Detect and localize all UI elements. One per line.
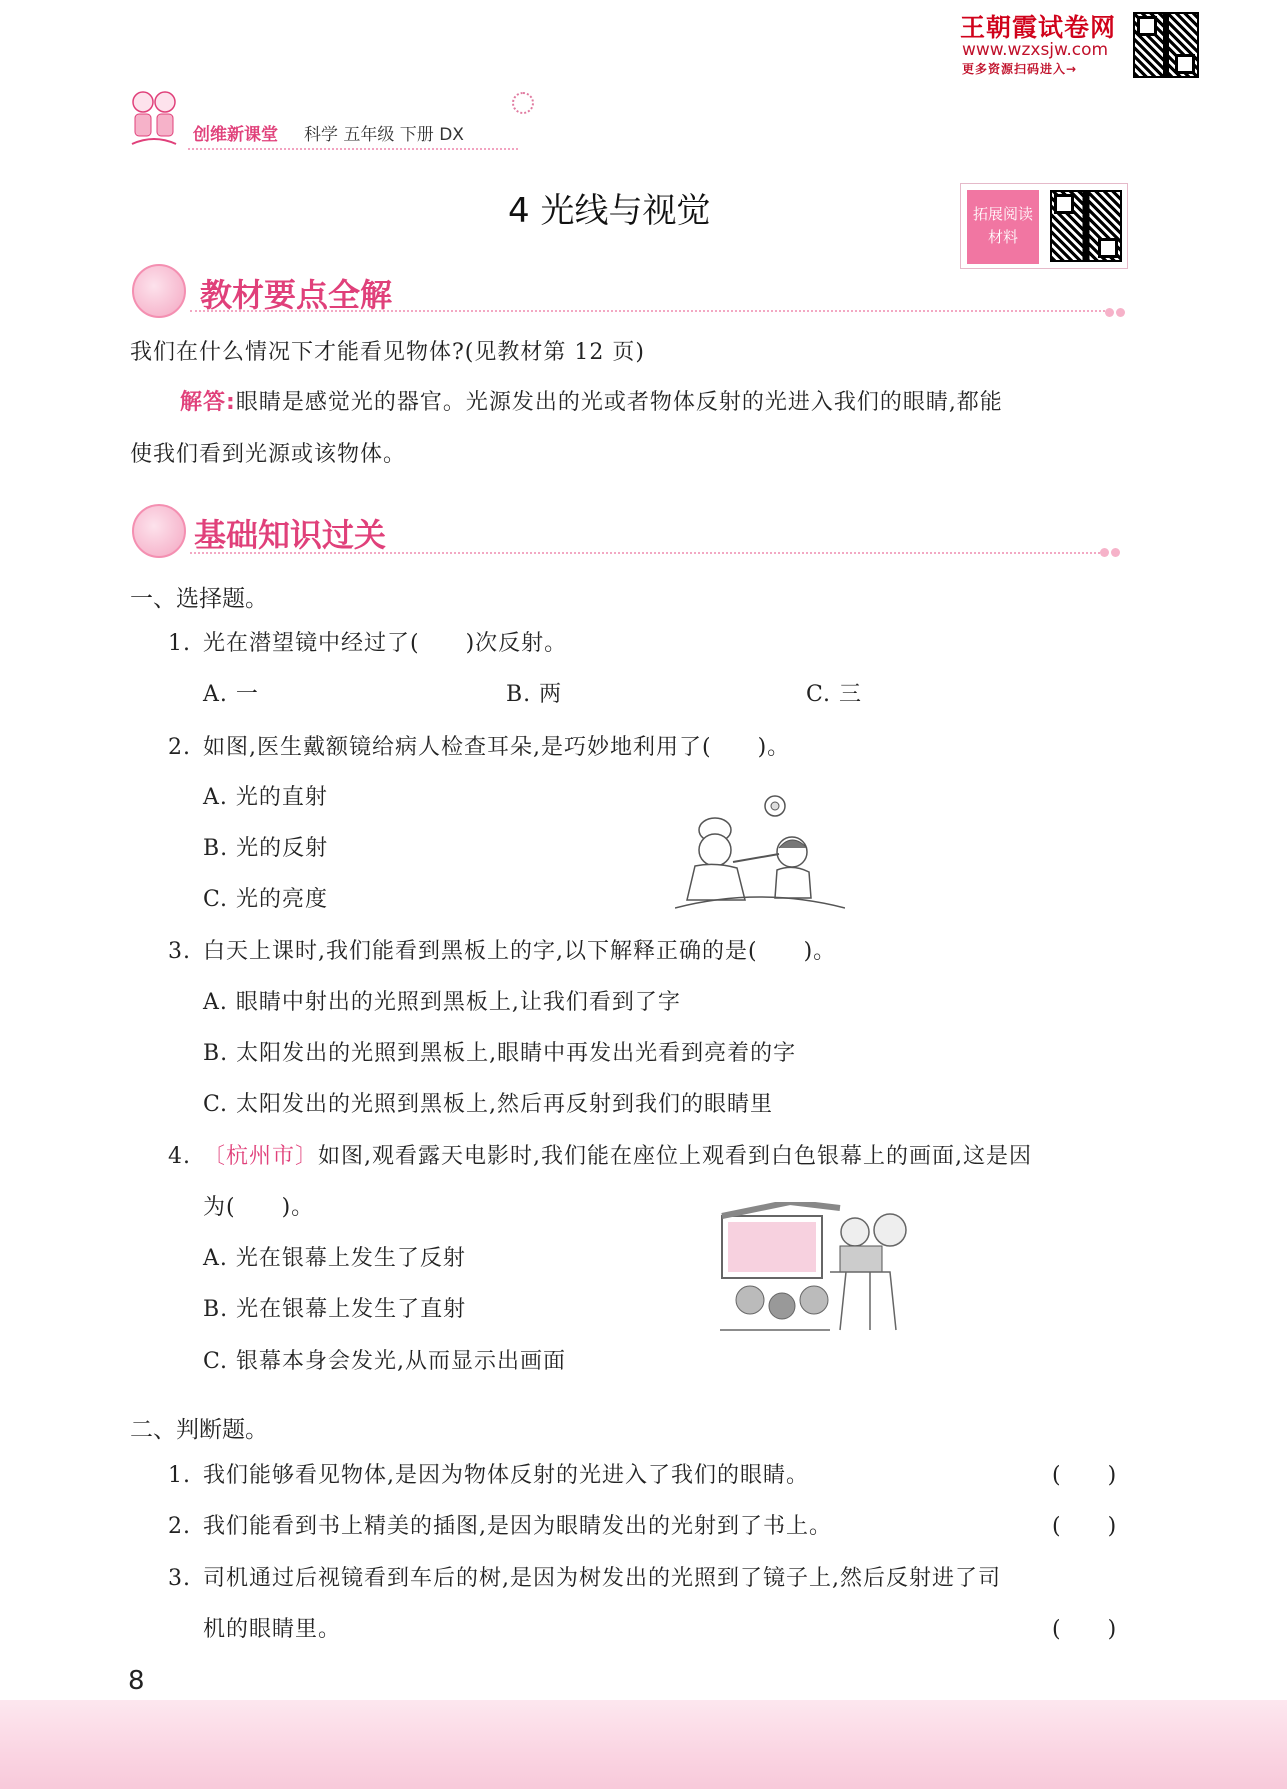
answer-label: 解答:: [180, 390, 236, 415]
q4-region-tag: 〔杭州市〕: [203, 1144, 319, 1169]
chapter-title: 4 光线与视觉: [508, 191, 711, 231]
q1-option-c[interactable]: C. 三: [806, 682, 863, 707]
q4-stem-text-1: 如图,观看露天电影时,我们能在座位上观看到白色银幕上的画面,这是因: [318, 1144, 1032, 1169]
q4-stem-line-2: 为( )。: [203, 1195, 315, 1220]
q4-option-b[interactable]: B. 光在银幕上发生了直射: [203, 1297, 467, 1322]
extension-label-line1: 拓展阅读: [972, 205, 1033, 223]
judge1-number: 1.: [168, 1463, 191, 1488]
answer-text-1: 眼睛是感觉光的器官。光源发出的光或者物体反射的光进入我们的眼睛,都能: [235, 390, 1003, 415]
q1-number: 1.: [168, 631, 191, 656]
q4-stem-line-1: [203, 1142, 1032, 1172]
outdoor-movie-illustration: [720, 1202, 915, 1332]
kids-mascot-icon: [128, 88, 180, 150]
doctor-ear-exam-illustration: [675, 790, 845, 910]
section1-dots-decoration: [1105, 302, 1127, 314]
watermark-scan-hint: 更多资源扫码进入→: [962, 62, 1078, 76]
q2-option-a[interactable]: A. 光的直射: [203, 785, 328, 810]
extension-qr-code-icon[interactable]: [1050, 190, 1122, 262]
header-brand: 创维新课堂: [193, 125, 278, 145]
q1-option-b[interactable]: B. 两: [506, 682, 563, 707]
q2-number: 2.: [168, 735, 191, 760]
extension-label-line2: 材料: [987, 228, 1018, 246]
q3-option-b[interactable]: B. 太阳发出的光照到黑板上,眼睛中再发出光看到亮着的字: [203, 1041, 797, 1066]
judge2-number: 2.: [168, 1514, 191, 1539]
q3-option-c[interactable]: C. 太阳发出的光照到黑板上,然后再反射到我们的眼睛里: [203, 1092, 774, 1117]
watermark-qr-code-icon[interactable]: [1133, 12, 1199, 78]
part1-title: 一、选择题。: [130, 586, 268, 612]
q3-number: 3.: [168, 939, 191, 964]
judge1-answer-bracket[interactable]: ( ): [1052, 1463, 1118, 1488]
q2-option-b[interactable]: B. 光的反射: [203, 836, 329, 861]
flower-decoration-icon: [512, 92, 534, 114]
q1-option-a[interactable]: A. 一: [203, 682, 259, 707]
q1-stem: 光在潜望镜中经过了( )次反射。: [203, 631, 568, 656]
extension-reading-button[interactable]: [967, 190, 1039, 264]
q4-option-a[interactable]: A. 光在银幕上发生了反射: [203, 1246, 466, 1271]
section1-divider: [190, 310, 1105, 312]
q3-option-a[interactable]: A. 眼睛中射出的光照到黑板上,让我们看到了字: [203, 990, 681, 1015]
q4-number: 4.: [168, 1144, 191, 1169]
textbook-question: 我们在什么情况下才能看见物体?(见教材第 12 页): [130, 340, 645, 365]
answer-line-1: [180, 388, 1003, 418]
judge1-text: 我们能够看见物体,是因为物体反射的光进入了我们的眼睛。: [203, 1463, 809, 1488]
footer-band: [0, 1700, 1287, 1789]
section1-title: 教材要点全解: [200, 276, 393, 314]
judge3-text-line-2: 机的眼睛里。: [203, 1617, 342, 1642]
section2-dots-decoration: [1100, 542, 1122, 554]
judge3-number: 3.: [168, 1566, 191, 1591]
judge2-answer-bracket[interactable]: ( ): [1052, 1514, 1118, 1539]
q3-stem: 白天上课时,我们能看到黑板上的字,以下解释正确的是( )。: [203, 939, 837, 964]
q2-stem: 如图,医生戴额镜给病人检查耳朵,是巧妙地利用了( )。: [203, 735, 791, 760]
answer-line-2: 使我们看到光源或该物体。: [130, 442, 407, 467]
q2-option-c[interactable]: C. 光的亮度: [203, 887, 329, 912]
section2-mascot-icon: [132, 504, 186, 558]
judge3-text-line-1: 司机通过后视镜看到车后的树,是因为树发出的光照到了镜子上,然后反射进了司: [203, 1566, 1001, 1591]
header-divider: [188, 148, 518, 150]
section1-mascot-icon: [132, 264, 186, 318]
section2-title: 基础知识过关: [194, 516, 387, 554]
watermark-title: 王朝霞试卷网: [960, 13, 1117, 42]
q4-option-c[interactable]: C. 银幕本身会发光,从而显示出画面: [203, 1349, 567, 1374]
watermark-url[interactable]: www.wzxsjw.com: [962, 40, 1109, 60]
page-number: 8: [128, 1666, 145, 1696]
part2-title: 二、判断题。: [130, 1417, 268, 1443]
header-subject-info: 科学 五年级 下册 DX: [304, 125, 464, 145]
judge2-text: 我们能看到书上精美的插图,是因为眼睛发出的光射到了书上。: [203, 1514, 832, 1539]
section2-divider: [190, 552, 1100, 554]
judge3-answer-bracket[interactable]: ( ): [1052, 1617, 1118, 1642]
